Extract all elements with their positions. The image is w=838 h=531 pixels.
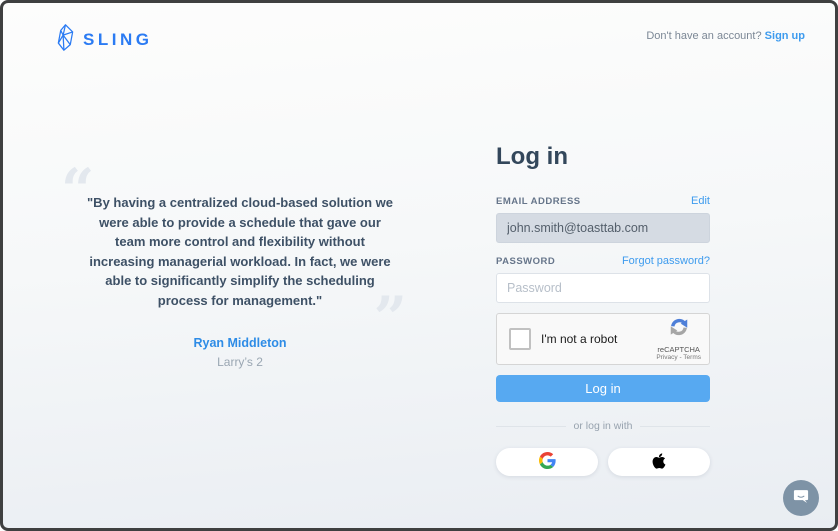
logo-wordmark: SLING — [83, 30, 153, 49]
testimonial — [61, 156, 415, 369]
recaptcha-label: I'm not a robot — [541, 332, 618, 346]
password-label-row — [496, 255, 710, 267]
or-divider — [496, 420, 710, 432]
apple-login-button[interactable] — [608, 448, 710, 476]
login-form — [496, 143, 710, 476]
divider-text: or log in with — [573, 420, 633, 432]
apple-icon — [651, 453, 667, 472]
divider-line — [640, 426, 710, 427]
chat-launcher-button[interactable] — [783, 480, 819, 516]
testimonial-company: Larry’s 2 — [217, 355, 263, 369]
email-field[interactable] — [496, 213, 710, 243]
recaptcha-brand: reCAPTCHA — [657, 345, 700, 355]
testimonial-quote: "By having a centralized cloud-based solution we were able to provide a schedule that gave our team more control and flexibility without increasing managerial workload. In fact, we were able to significantly simplify the scheduling process for management." — [87, 195, 393, 308]
signup-link[interactable]: Sign up — [764, 30, 805, 42]
chat-bubble-icon — [791, 486, 811, 511]
page-title: Log in — [496, 143, 568, 170]
social-login-row — [496, 448, 710, 476]
recaptcha-badge — [656, 316, 701, 362]
password-label: PASSWORD — [496, 256, 556, 267]
email-edit-link[interactable]: Edit — [691, 195, 710, 207]
forgot-password-link[interactable]: Forgot password? — [621, 255, 710, 267]
sling-crystal-icon — [55, 24, 76, 56]
password-field[interactable] — [496, 273, 710, 303]
divider-line — [496, 426, 566, 427]
header — [3, 3, 835, 63]
close-quote-mark: ” — [373, 284, 407, 352]
testimonial-author: Ryan Middleton — [193, 336, 287, 350]
email-label: EMAIL ADDRESS — [496, 196, 581, 207]
sling-logo — [55, 24, 152, 56]
login-button[interactable]: Log in — [496, 375, 710, 402]
recaptcha-icon — [668, 316, 690, 343]
signup-prompt-text: Don't have an account? — [646, 30, 762, 42]
google-login-button[interactable] — [496, 448, 598, 476]
open-quote-mark: “ — [61, 156, 95, 224]
recaptcha-privacy-terms[interactable]: Privacy - Terms — [656, 354, 701, 362]
recaptcha-widget — [496, 313, 710, 365]
signup-prompt — [646, 30, 805, 42]
google-icon — [539, 452, 556, 472]
email-label-row — [496, 195, 710, 207]
recaptcha-checkbox[interactable] — [509, 328, 531, 350]
